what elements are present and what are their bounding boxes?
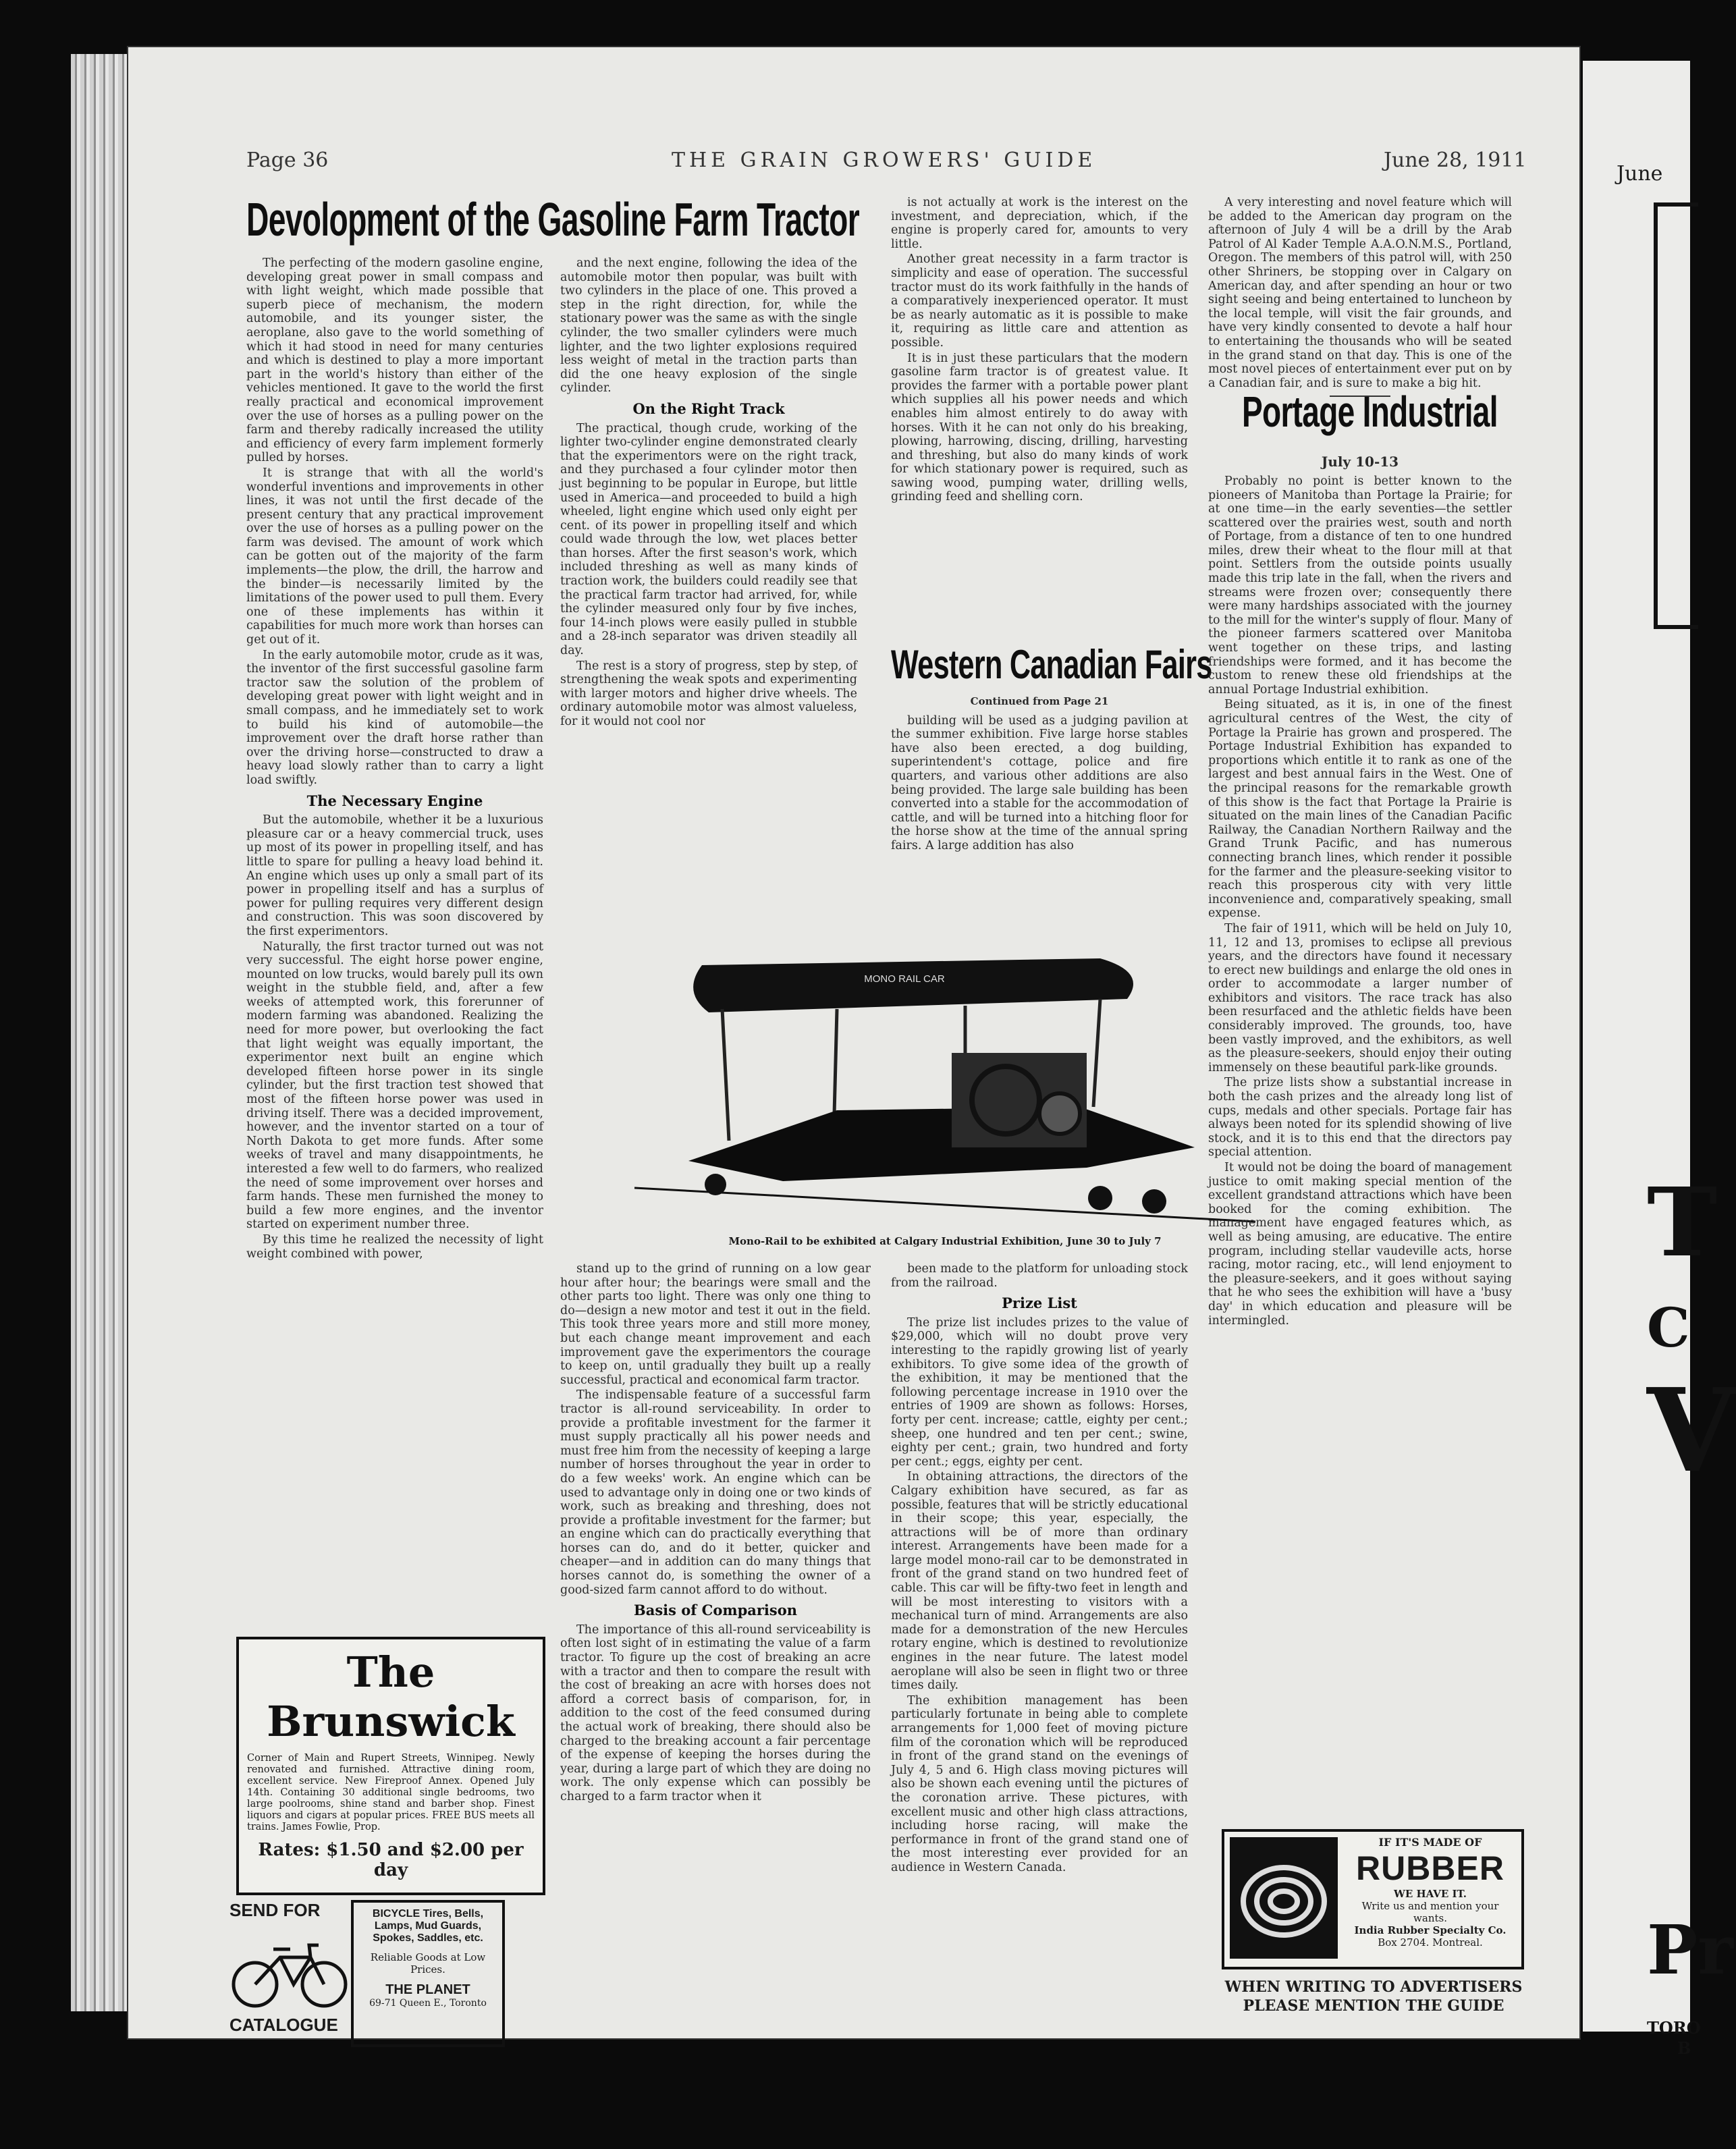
rubber-company: India Rubber Specialty Co.: [1354, 1924, 1507, 1936]
paragraph: The fair of 1911, which will be held on July 10, 11, 12 and 13, promises to eclipse all previous years, and the directors have found it necessary to erect new buildings and enlarge the old ones in order to accommodate a larger number of exhibitors and visitors. The race track has also been resurfaced and the athletic fields have been considerably improved. The grounds, too, have been vastly improved, and the exhibitors, as well as the pleasure-seekers, should enjoy their outing immensely on these beautiful park-like grounds.: [1208, 921, 1512, 1074]
illustration-caption: Mono-Rail to be exhibited at Calgary Industrial Exhibition, June 30 to July 7: [728, 1235, 1162, 1247]
car-post: [1093, 999, 1100, 1107]
brunswick-rates: Rates: $1.50 and $2.00 per day: [258, 1840, 524, 1880]
adjacent-letter: Pr: [1647, 1910, 1733, 1990]
planet-name: THE PLANET: [385, 1982, 470, 1997]
section-heading: The Necessary Engine: [306, 792, 483, 809]
paragraph: stand up to the grind of running on a low gear hour after hour; the bearings were small and the other parts too light. There was only one thing to do—design a new motor and test it out in the field. This took three years more and still more money, but each change meant improvement and each improvement gave the experimentors the courage to keep on, until gradually they built up a really successful, practical and economical farm tractor.: [560, 1262, 871, 1387]
article-col1b-text: [246, 813, 543, 1261]
paragraph: is not actually at work is the interest on the investment, and depreciation, which, if the engine is properly cared for, amounts to very little.: [891, 196, 1188, 251]
advertiser-note-line: WHEN WRITING TO ADVERTISERS: [1224, 1978, 1523, 1996]
article-column-3: [891, 196, 1188, 506]
paragraph: The prize lists show a substantial increase in both the cash prizes and the already long list of cups, medals and other specials. Portage fair has always been noted for its splendid showing of live stock, and it is to this end that the directors pay special attention.: [1208, 1076, 1512, 1160]
section-heading: Prize List: [1002, 1295, 1077, 1312]
article-column-1: [246, 256, 543, 1262]
planet-box: [351, 1900, 505, 2047]
mono-rail-car-illustration: [614, 945, 1276, 1228]
tractor-headline: Devolopment of the Gasoline Farm Tractor: [246, 193, 860, 246]
planet-items: BICYCLE Tires, Bells, Lamps, Mud Guards, Spokes, Saddles, etc.: [372, 1908, 484, 1944]
article-column-2: [560, 256, 857, 730]
paragraph: The perfecting of the modern gasoline engine, developing great power in small compass and with light weight, which made possible that superb piece of mechanism, the modern automobile, and its younger sister, the aeroplane, also gave to the world something of which it had stood in need for many centuries and which is destined to play a more important part in the world's history than either of the vehicles mentioned. It gave to the world the first really practical and economical improvement over the use of horses as a pulling power on the farm and thereby radically increased the utility and efficiency of every farm implement formerly pulled by horses.: [246, 256, 543, 465]
fairs-headline: Western Canadian Fairs: [891, 642, 1212, 687]
paragraph: The prize list includes prizes to the value of $29,000, which will no doubt prove very interesting to the rapidly growing list of yearly exhibitors. To give some idea of the growth of the exhibition, it may be mentioned that the following percentage increase in 1910 over the entries of 1909 are shown as follows: Horses, forty per cent. increase; cattle, eighty per cent.; sheep, one hundred and ten per cent.; swine, eighty per cent.; grain, two hundred and forty per cent.; eggs, eighty per cent.: [891, 1315, 1188, 1469]
bicycle-icon: [229, 1937, 351, 2011]
send-for-label: SEND FOR: [229, 1900, 321, 1920]
planet-address: 69-71 Queen E., Toronto: [369, 1998, 487, 2009]
adjacent-letter: V: [1647, 1363, 1736, 1498]
adjacent-text: B: [1677, 2038, 1691, 2058]
rubber-hose-icon: [1230, 1837, 1338, 1959]
rubber-have: WE HAVE IT.: [1394, 1888, 1467, 1900]
adjacent-letter: C: [1647, 1296, 1690, 1359]
adjacent-date: June: [1617, 162, 1663, 186]
paragraph: building will be used as a judging pavilion at the summer exhibition. Five large horse stables have also been erected, a dog building, superintendent's cottage, police and fire quarters, and various other additions are also being provided. The large sale building has been converted into a stable for the accommodation of cattle, and will be turned into a hitching floor for the horse show at the time of the annual spring fairs. A large addition has also: [891, 713, 1188, 852]
masthead: THE GRAIN GROWERS' GUIDE: [672, 148, 1097, 172]
rubber-ad: [1222, 1829, 1524, 1969]
adjacent-text: TORO: [1647, 2018, 1701, 2038]
issue-date: June 28, 1911: [1384, 148, 1527, 172]
paragraph: The indispensable feature of a successful farm tractor is all-round serviceability. In order to provide a profitable investment for the farmer it must supply practically all his power needs and must free him from the necessity of keeping a large number of horses throughout the year in order to do a few weeks' work. An engine which can be used to advantage only in doing one or two kinds of work, such as breaking and threshing, does not provide a profitable investment for the farmer; but an engine which can do practically everything that horses can do, and do it better, quicker and cheaper—and in addition can do many things that horses cannot do, is something the owner of a good-sized farm cannot afford to do without.: [560, 1388, 871, 1597]
wheel: [1142, 1189, 1166, 1214]
paragraph: The importance of this all-round serviceability is often lost sight of in estimating the value of a farm tractor. To figure up the cost of breaking an acre with a tractor and then to compare the result with the cost of breaking an acre with horses does not afford a correct basis of comparison, for, in addition to the cost of the feed consumed during the actual work of breaking, there should also be charged to the breaking account a fair percentage of the expense of keeping the horses during the year, during a large part of which they are doing no work. The only expense which can possibly be charged to a farm tractor when it: [560, 1623, 871, 1803]
paragraph: It would not be doing the board of management justice to omit making special mention of the excellent grandstand attractions which have been booked for the coming exhibition. The management have engaged features which, as well as being amusing, are educative. The entire program, including stellar vaudeville acts, horse racing, motor racing, etc., will lend enjoyment to the pleasure-seekers, and it goes without saying that he who sees the exhibition will have a 'busy day' in which education and pleasure will be intermingled.: [1208, 1161, 1512, 1328]
portage-dates: July 10-13: [1321, 454, 1399, 470]
advertiser-note-line: PLEASE MENTION THE GUIDE: [1243, 1997, 1504, 2015]
adjacent-page: [1583, 61, 1736, 2058]
portage-headline: Portage Industrial: [1242, 387, 1498, 437]
wheel: [705, 1174, 726, 1195]
brunswick-body: Corner of Main and Rupert Streets, Winnipeg. Newly renovated and furnished. Attractive dining room, excellent service. New Fireproof Annex. Opened July 14th. Containing 30 additional single bedrooms, two large poolrooms, shine stand and barber shop. Finest liquors and cigars at popular prices. FREE BUS meets all trains. James Fowlie, Prop.: [247, 1753, 535, 1832]
brunswick-title: The Brunswick: [267, 1648, 515, 1746]
planet-goods: Reliable Goods at Low Prices.: [370, 1951, 486, 1976]
adjacent-letter: T: [1647, 1168, 1718, 1278]
right-column: [1208, 196, 1512, 1329]
car-deck: [688, 1107, 1195, 1181]
car-canopy: [693, 958, 1133, 1012]
paragraph: A very interesting and novel feature which will be added to the American day program on the afternoon of July 4 will be a drill by the Arab Patrol of Al Kader Temple A.A.O.N.M.S., Portland, Oregon. The members of this patrol will, with 250 other Shriners, be stopping over in Calgary on American day, and after spending an hour or two sight seeing and being entertained to luncheon by the local temple, will visit the fair grounds, and have very kindly consented to devote a half hour to entertaining the thousands who will be seated in the grand stand on that day. This is one of the most novel pieces of entertainment ever put on by a Canadian fair, and is sure to make a big hit.: [1208, 196, 1512, 390]
planet-ad: [229, 1900, 547, 2045]
engine-gear: [1039, 1093, 1080, 1134]
wheel: [1088, 1186, 1112, 1210]
paragraph: Probably no point is better known to the pioneers of Manitoba than Portage la Prairie; for at one time—in the early seventies—the settler scattered over the prairies west, south and north of Portage, from a distance of ten to one hundred miles, drew their wheat to the flour mill at that point. Settlers from the outside points usually made this trip late in the fall, when the rivers and streams were frozen over; consequently there were many hardships associated with the journey to the mill for the winter's supply of flour. Many of the pioneer farmers scattered over Manitoba went together on these trips, and lasting friendships were formed, and it has become the custom to renew these old friendships at the annual Portage Industrial exhibition.: [1208, 474, 1512, 697]
car-post: [722, 1009, 729, 1141]
paragraph: It is in just these particulars that the modern gasoline farm tractor is of greatest value. It provides the farmer with a portable power plant which supplies all his power needs and which enables him almost entirely to do away with horses. With it he can not only do his breaking, plowing, harrowing, discing, drilling, harvesting and threshing, but also do many kinds of work for which stationary power is required, such as sawing wood, pumping water, drilling wells, grinding feed and shelling corn.: [891, 351, 1188, 504]
section-heading: On the Right Track: [632, 400, 785, 417]
rubber-box: Box 2704. Montreal.: [1378, 1936, 1483, 1949]
brunswick-ad: [236, 1637, 545, 1895]
section-heading: Basis of Comparison: [633, 1602, 797, 1619]
fairs-lower: [891, 1262, 1188, 1876]
article-col1-text: [246, 256, 543, 788]
paragraph: The rest is a story of progress, step by step, of strengthening the weak spots and experimenting with larger motors and higher drive wheels. The ordinary automobile motor was almost valueless, for it would not cool nor: [560, 659, 857, 728]
paragraph: The practical, though crude, working of the lighter two-cylinder engine demonstrated clearly that the experimentors were on the right track, and they purchased a four cylinder motor then just beginning to be popular in Europe, but little used in America—and proceeded to build a high wheeled, light engine which used only eight per cent. of its power in propelling itself and which could wade through the low, wet places better than horses. After the first season's work, which included threshing as well as many kinds of traction work, the builders could readily see that the practical farm tractor had arrived, for, while the cylinder measured only four by five inches, four 14-inch plows were easily pulled in stubble and a 28-inch separator was driven steadily all day.: [560, 421, 857, 658]
rubber-if: IF IT'S MADE OF: [1378, 1836, 1482, 1849]
paragraph: and the next engine, following the idea of the automobile motor then popular, was built with two cylinders in the place of one. This proved a step in the right direction, for, while the stationary power was the same as with the single cylinder, the two smaller cylinders were much lighter, and the two lighter explosions required less weight of metal in the traction parts than did the one heavy explosion of the single cylinder.: [560, 256, 857, 396]
adjacent-frame: [1654, 202, 1698, 629]
catalogue-label: CATALOGUE: [229, 2015, 338, 2035]
article-lower-column-2: [560, 1262, 871, 1805]
book-page-edges: [71, 54, 132, 2011]
paragraph: In obtaining attractions, the directors of the Calgary exhibition have secured, as far as possible, features that will be strictly educational in their scope; this year, especially, the attractions will be of more than ordinary interest. Arrangements have been made for a large model mono-rail car to be demonstrated in front of the grand stand on two hundred feet of cable. This car will be fifty-two feet in length and will be most interesting to visitors with a mechanical turn of mind. Arrangements are also made for a demonstration of the new Hercules rotary engine, which is destined to revolutionize engines in the near future. The latest model aeroplane will also be seen in flight two or three times daily.: [891, 1470, 1188, 1693]
rubber-write: Write us and mention your wants.: [1361, 1900, 1499, 1924]
fairs-upper: [891, 692, 1188, 854]
rubber-word: RUBBER: [1356, 1849, 1504, 1887]
paragraph: In the early automobile motor, crude as it was, the inventor of the first successful gasoline farm tractor saw the solution of the problem of developing great power with light weight and in small compass, and he immediately set to work to build his kind of automobile—the improvement over the draft horse rather than over the driving horse—constructed to draw a heavy load slowly rather than to carry a light load swiftly.: [246, 648, 543, 787]
paragraph: It is strange that with all the world's wonderful inventions and improvements in other lines, it was not until the first decade of the present century that any practical improvement over the use of horses as a pulling power on the farm was devised. The amount of work which can be gotten out of the majority of the farm implements—the plow, the drill, the harrow and the binder—is necessarily limited by the limitations of the power used to pull them. Every one of these implements has within it capabilities for much more work than horses can get out of it.: [246, 466, 543, 647]
paragraph: Being situated, as it is, in one of the finest agricultural centres of the West, the city of Portage la Prairie has grown and prospered. The Portage Industrial Exhibition has expanded to proportions which entitle it to rank as one of the largest and best annual fairs in the West. One of the principal reasons for the remarkable growth of this show is the fact that Portage la Prairie is situated on the main lines of the Canadian Pacific Railway, the Canadian Northern Railway and the Grand Trunk Pacific, and has numerous connecting branch lines, which render it possible for the farmer and the pleasure-seeking visitor to reach this prosperous city with very little inconvenience and, comparatively speaking, small expense.: [1208, 698, 1512, 921]
rubber-text: [1346, 1836, 1515, 1949]
paragraph: Another great necessity in a farm tractor is simplicity and ease of operation. The successful tractor must do its work faithfully in the hands of a comparatively inexperienced operator. It must be as nearly automatic as it is possible to make it, requiring as little care and attention as possible.: [891, 252, 1188, 350]
paragraph: By this time he realized the necessity of light weight combined with power,: [246, 1232, 543, 1261]
paragraph: The exhibition management has been particularly fortunate in being able to complete arrangements for 1,000 feet of moving picture film of the coronation which will be reproduced in front of the grand stand on the evenings of July 4, 5 and 6. High class moving pictures will also be shown each evening until the pictures of the coronation arrive. These pictures, with excellent music and other high class attractions, including horse racing, will make the performance in front of the grand stand one of the most interesting ever provided for an audience in Western Canada.: [891, 1693, 1188, 1874]
paragraph: But the automobile, whether it be a luxurious pleasure car or a heavy commercial truck, uses up most of its power in propelling itself, and has little to spare for pulling a heavy load behind it. An engine which uses up only a small part of its power in propelling itself and has a surplus of power for pulling requires very different design and construction. This was soon discovered by the first experimentors.: [246, 813, 543, 938]
car-sign: MONO RAIL CAR: [864, 973, 945, 985]
page-number: Page 36: [246, 148, 329, 172]
paragraph: been made to the platform for unloading stock from the railroad.: [891, 1262, 1188, 1290]
continued-note: Continued from Page 21: [970, 695, 1109, 707]
newspaper-page: [128, 47, 1579, 2038]
advertiser-note: [1222, 1978, 1525, 2015]
paragraph: Naturally, the first tractor turned out was not very successful. The eight horse power engine, mounted on low trucks, would barely pull its own weight in the stubble field, and, after a few weeks of attempted work, this forerunner of modern farming was abandoned. Realizing the need for more power, but overlooking the fact that light weight was equally important, the experimentor next built an engine which developed fifteen horse power in its single cylinder, but the first traction test showed that most of the fifteen horse power was used in driving itself. There was a decided improvement, however, and the inventor started on a tour of North Dakota to get more funds. After some weeks of travel and many disappointments, he interested a few well to do farmers, who realized the need of some improvement over horses and farm hands. These men furnished the money to build a few more engines, and the inventor started on experiment number three.: [246, 940, 543, 1232]
portage-headline-wrap: [1208, 387, 1512, 452]
